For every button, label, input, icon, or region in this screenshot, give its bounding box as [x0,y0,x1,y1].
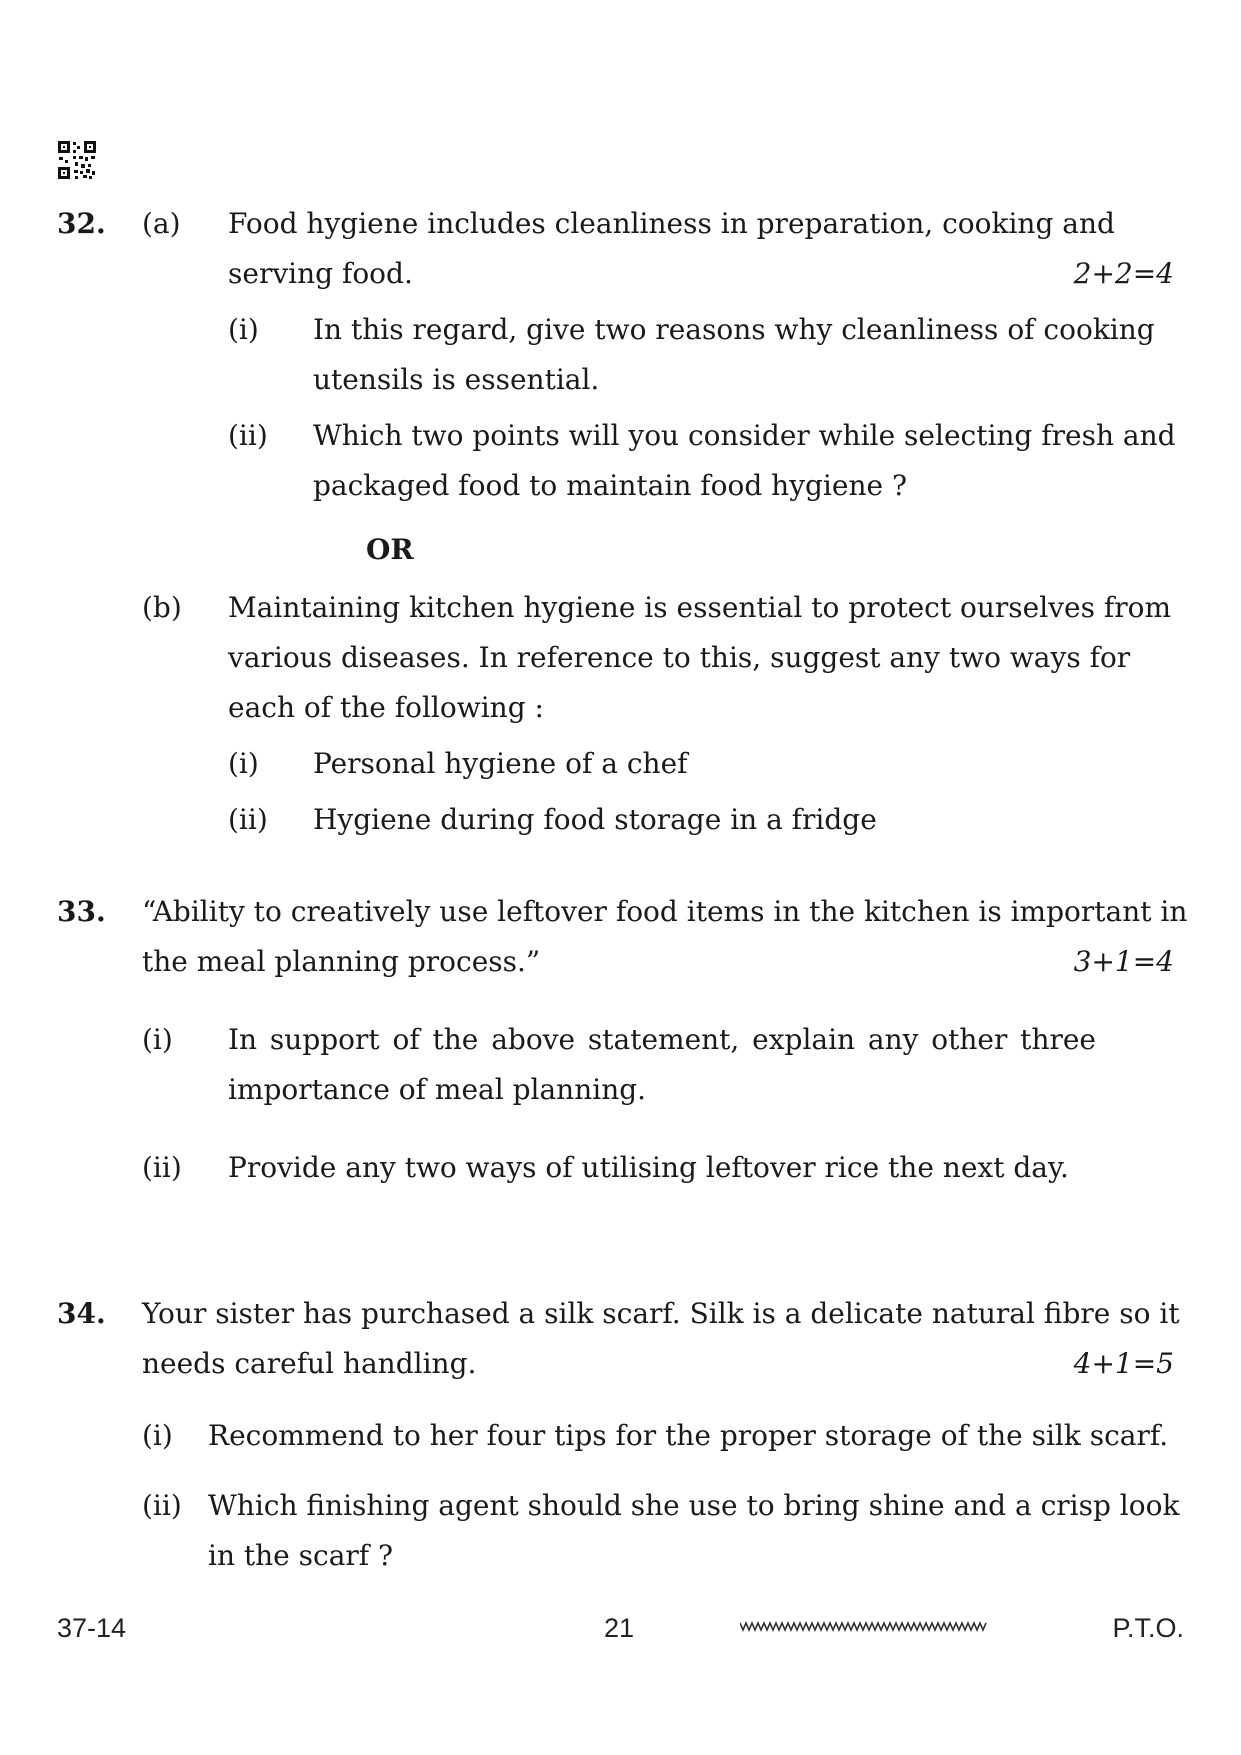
q34-ii-line-2: in the scarf ? [208,1539,394,1572]
q32-b-i-text: Personal hygiene of a chef [313,747,688,780]
q32-b-stem-line-1: Maintaining kitchen hygiene is essential to protect ourselves from [228,591,1172,624]
q32-a-i-line-2: utensils is essential. [313,363,600,396]
q32-a-stem-line-2: serving food. [228,257,413,290]
q32-a-stem-line-1: Food hygiene includes cleanliness in preparation, cooking and [228,207,1115,240]
pto-label: P.T.O. [1112,1613,1184,1643]
q32-b-stem-line-2: various diseases. In reference to this, suggest any two ways for [228,641,1131,674]
q34-ii-line-1: Which finishing agent should she use to bring shine and a crisp look [208,1489,1180,1522]
wavy-line-decoration [740,1619,990,1633]
subpart-label-i: (i) [228,747,259,780]
subpart-label-i: (i) [142,1419,173,1452]
q32-b-ii-text: Hygiene during food storage in a fridge [313,803,877,836]
page-number: 21 [604,1613,635,1643]
part-label-a: (a) [142,207,181,240]
marks-allocation: 3+1=4 [1073,945,1174,978]
q34-i-text: Recommend to her four tips for the proper storage of the silk scarf. [208,1419,1169,1452]
q32-b-stem-line-3: each of the following : [228,691,544,724]
or-separator: OR [366,533,414,566]
paper-code: 37-14 [57,1613,127,1643]
q32-a-ii-line-2: packaged food to maintain food hygiene ? [313,469,907,502]
q33-stem-line-1: “Ability to creatively use leftover food items in the kitchen is important in [142,895,1188,928]
q32-a-i-line-1: In this regard, give two reasons why cleanliness of cooking [313,313,1155,346]
subpart-label-ii: (ii) [142,1489,182,1522]
q34-stem-line-2: needs careful handling. [142,1347,477,1380]
subpart-label-i: (i) [228,313,259,346]
q34-stem-line-1: Your sister has purchased a silk scarf. Silk is a delicate natural fibre so it [142,1297,1180,1330]
subpart-label-ii: (ii) [142,1151,182,1184]
qr-code-icon [57,140,97,180]
q33-stem-line-2: the meal planning process.” [142,945,541,978]
q33-i-line-1: In support of the above statement, explain any other three [228,1023,1096,1056]
subpart-label-ii: (ii) [228,419,268,452]
subpart-label-ii: (ii) [228,803,268,836]
marks-allocation: 4+1=5 [1073,1347,1174,1380]
question-number: 34. [57,1297,106,1330]
q33-i-line-2: importance of meal planning. [228,1073,647,1106]
part-label-b: (b) [142,591,182,624]
question-number: 33. [57,895,106,928]
q32-a-ii-line-1: Which two points will you consider while selecting fresh and [313,419,1176,452]
q33-ii-text: Provide any two ways of utilising leftover rice the next day. [228,1151,1069,1184]
question-number: 32. [57,207,106,240]
subpart-label-i: (i) [142,1023,173,1056]
marks-allocation: 2+2=4 [1073,257,1174,290]
